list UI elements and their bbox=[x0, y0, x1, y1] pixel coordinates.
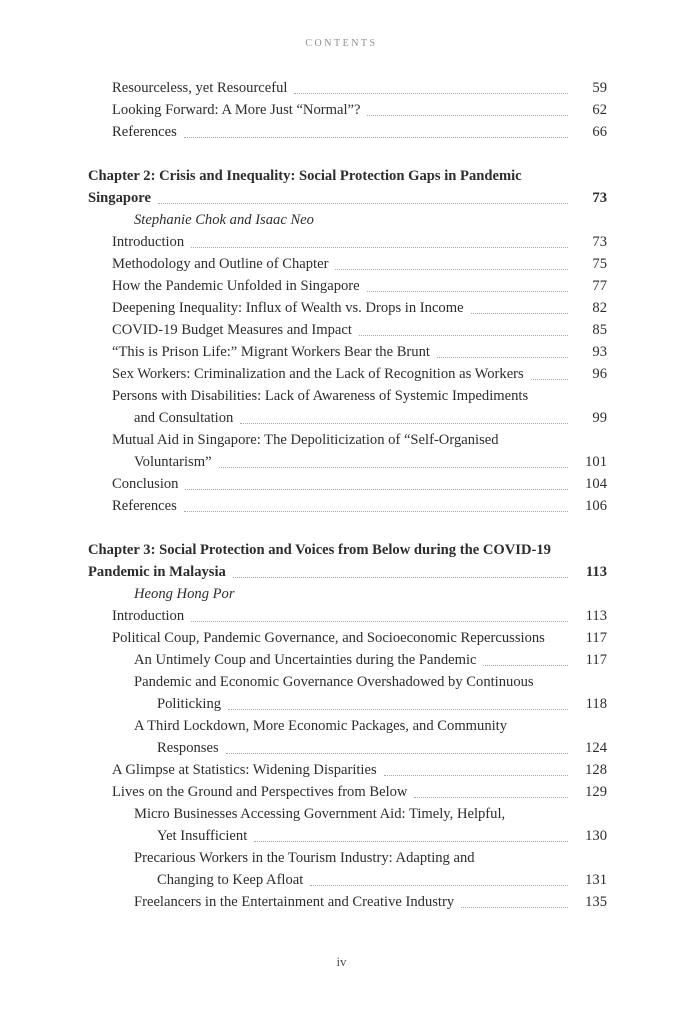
toc-chapter-title: Chapter 3: Social Protection and Voices from Below during the COVID-19 bbox=[88, 542, 551, 558]
toc-entry-line bbox=[88, 495, 607, 517]
toc-entry-line bbox=[88, 891, 607, 913]
dot-leader bbox=[483, 665, 568, 666]
toc-author-name: Heong Hong Por bbox=[134, 586, 235, 602]
toc-chapter-line bbox=[88, 561, 607, 583]
toc-page-number: 104 bbox=[585, 476, 607, 492]
toc-page-number: 85 bbox=[592, 322, 607, 338]
toc-entry-line bbox=[88, 385, 607, 407]
dot-leader bbox=[184, 511, 568, 512]
toc-entry-line bbox=[88, 77, 607, 99]
dot-leader bbox=[294, 93, 568, 94]
toc-entry-line bbox=[88, 715, 607, 737]
toc-entry-text: Political Coup, Pandemic Governance, and Socioeconomic Repercussions bbox=[112, 630, 545, 646]
toc-chapter-line bbox=[88, 539, 607, 561]
toc-entry-text: Resourceless, yet Resourceful bbox=[112, 80, 288, 96]
toc-entry-text: COVID-19 Budget Measures and Impact bbox=[112, 322, 352, 338]
toc-entry-line bbox=[88, 473, 607, 495]
dot-leader bbox=[191, 621, 568, 622]
toc-author-line bbox=[88, 209, 607, 231]
toc-page-number: 93 bbox=[592, 344, 607, 360]
toc-entry-line bbox=[88, 649, 607, 671]
toc-entry-line bbox=[88, 429, 607, 451]
toc-entry-line bbox=[88, 253, 607, 275]
toc-chapter-line bbox=[88, 165, 607, 187]
toc-entry-text: “This is Prison Life:” Migrant Workers Bear the Brunt bbox=[112, 344, 430, 360]
toc-page-number: 101 bbox=[585, 454, 607, 470]
toc-entry-line bbox=[88, 847, 607, 869]
toc-entry-line bbox=[88, 781, 607, 803]
toc-entry-text: A Glimpse at Statistics: Widening Disparities bbox=[112, 762, 377, 778]
dot-leader bbox=[184, 137, 568, 138]
toc-chapter-title: Chapter 2: Crisis and Inequality: Social Protection Gaps in Pandemic bbox=[88, 168, 522, 184]
toc-entry-line bbox=[88, 671, 607, 693]
dot-leader bbox=[233, 577, 568, 578]
toc-entry-text: Changing to Keep Afloat bbox=[157, 872, 304, 888]
toc-page-number: 113 bbox=[585, 608, 607, 624]
toc-entry-text: Precarious Workers in the Tourism Industry: Adapting and bbox=[134, 850, 475, 866]
dot-leader bbox=[531, 379, 568, 380]
toc-page-number: 59 bbox=[592, 80, 607, 96]
dot-leader bbox=[471, 313, 568, 314]
toc-entry-line bbox=[88, 99, 607, 121]
leader-spacer bbox=[545, 627, 577, 649]
toc-page-number: 77 bbox=[592, 278, 607, 294]
toc-entry-text: Pandemic and Economic Governance Overshadowed by Continuous bbox=[134, 674, 534, 690]
dot-leader bbox=[310, 885, 568, 886]
toc-entry-text: How the Pandemic Unfolded in Singapore bbox=[112, 278, 360, 294]
toc-entry-line bbox=[88, 121, 607, 143]
toc-entry-text: Responses bbox=[157, 740, 219, 756]
toc-page-number: 129 bbox=[585, 784, 607, 800]
toc-entry-text: Conclusion bbox=[112, 476, 179, 492]
dot-leader bbox=[228, 709, 568, 710]
toc-page-number: 130 bbox=[585, 828, 607, 844]
toc-page-number: 117 bbox=[585, 652, 607, 668]
toc-entry-line bbox=[88, 825, 607, 847]
toc-author-name: Stephanie Chok and Isaac Neo bbox=[134, 212, 314, 228]
toc-page-number: 99 bbox=[592, 410, 607, 426]
toc-entry-text: An Untimely Coup and Uncertainties during the Pandemic bbox=[134, 652, 477, 668]
toc-entry-text: Lives on the Ground and Perspectives from Below bbox=[112, 784, 408, 800]
toc-entry-text: Introduction bbox=[112, 234, 185, 250]
toc-page-number: 124 bbox=[585, 740, 607, 756]
toc-page-number: 131 bbox=[585, 872, 607, 888]
toc-page-number: 117 bbox=[585, 630, 607, 646]
toc-entry-text: Freelancers in the Entertainment and Creative Industry bbox=[134, 894, 455, 910]
toc-entry-line bbox=[88, 231, 607, 253]
toc-entry-text: Looking Forward: A More Just “Normal”? bbox=[112, 102, 361, 118]
toc-entry-text: Yet Insufficient bbox=[157, 828, 248, 844]
toc-entry-text: A Third Lockdown, More Economic Packages, and Community bbox=[134, 718, 508, 734]
toc-entry-line bbox=[88, 693, 607, 715]
toc-chapter-title: Pandemic in Malaysia bbox=[88, 564, 226, 580]
toc-page-number: 62 bbox=[592, 102, 607, 118]
toc-entry-text: and Consultation bbox=[134, 410, 234, 426]
dot-leader bbox=[240, 423, 568, 424]
toc-entry-text: Sex Workers: Criminalization and the Lack of Recognition as Workers bbox=[112, 366, 524, 382]
toc-page-number: 66 bbox=[592, 124, 607, 140]
toc-entry-text: Persons with Disabilities: Lack of Awareness of Systemic Impediments bbox=[112, 388, 529, 404]
toc-entry-line bbox=[88, 407, 607, 429]
folio-page-number: iv bbox=[336, 954, 347, 969]
toc-entry-text: Politicking bbox=[157, 696, 222, 712]
toc-page-number: 96 bbox=[592, 366, 607, 382]
toc-entry-line bbox=[88, 869, 607, 891]
dot-leader bbox=[254, 841, 568, 842]
running-head: CONTENTS bbox=[305, 38, 378, 49]
dot-leader bbox=[158, 203, 568, 204]
toc-page-number: 113 bbox=[585, 564, 607, 580]
toc-entry-line bbox=[88, 363, 607, 385]
toc-page-number: 106 bbox=[585, 498, 607, 514]
dot-leader bbox=[461, 907, 568, 908]
toc-chapter-title: Singapore bbox=[88, 190, 151, 206]
toc-page-number: 118 bbox=[585, 696, 607, 712]
toc-lines bbox=[88, 77, 607, 913]
toc-entry-line bbox=[88, 451, 607, 473]
toc-page-number: 128 bbox=[585, 762, 607, 778]
toc-page-number: 135 bbox=[585, 894, 607, 910]
toc-page-number: 82 bbox=[592, 300, 607, 316]
dot-leader bbox=[185, 489, 568, 490]
toc-entry-line bbox=[88, 627, 607, 649]
dot-leader bbox=[414, 797, 568, 798]
toc-entry-line bbox=[88, 297, 607, 319]
toc-author-line bbox=[88, 583, 607, 605]
dot-leader bbox=[437, 357, 568, 358]
toc-entry-line bbox=[88, 275, 607, 297]
toc-entry-text: Introduction bbox=[112, 608, 185, 624]
toc-entry-text: References bbox=[112, 498, 177, 514]
toc-entry-text: References bbox=[112, 124, 177, 140]
dot-leader bbox=[384, 775, 568, 776]
toc-page-number: 73 bbox=[592, 190, 607, 206]
toc-entry-text: Voluntarism” bbox=[134, 454, 212, 470]
toc-entry-text: Micro Businesses Accessing Government Aid: Timely, Helpful, bbox=[134, 806, 506, 822]
toc-entry-line bbox=[88, 341, 607, 363]
dot-leader bbox=[219, 467, 568, 468]
toc-entry-line bbox=[88, 605, 607, 627]
toc-entry-text: Deepening Inequality: Influx of Wealth vs. Drops in Income bbox=[112, 300, 464, 316]
toc-entry-line bbox=[88, 737, 607, 759]
toc-entry-line bbox=[88, 759, 607, 781]
toc-chapter-line bbox=[88, 187, 607, 209]
toc-page-number: 75 bbox=[592, 256, 607, 272]
dot-leader bbox=[335, 269, 568, 270]
dot-leader bbox=[367, 115, 568, 116]
toc-entry-line bbox=[88, 803, 607, 825]
dot-leader bbox=[226, 753, 568, 754]
toc-entry-text: Methodology and Outline of Chapter bbox=[112, 256, 329, 272]
dot-leader bbox=[191, 247, 568, 248]
toc-entry-line bbox=[88, 319, 607, 341]
toc-page-number: 73 bbox=[592, 234, 607, 250]
toc-entry-text: Mutual Aid in Singapore: The Depoliticization of “Self-Organised bbox=[112, 432, 499, 448]
dot-leader bbox=[359, 335, 568, 336]
dot-leader bbox=[367, 291, 568, 292]
